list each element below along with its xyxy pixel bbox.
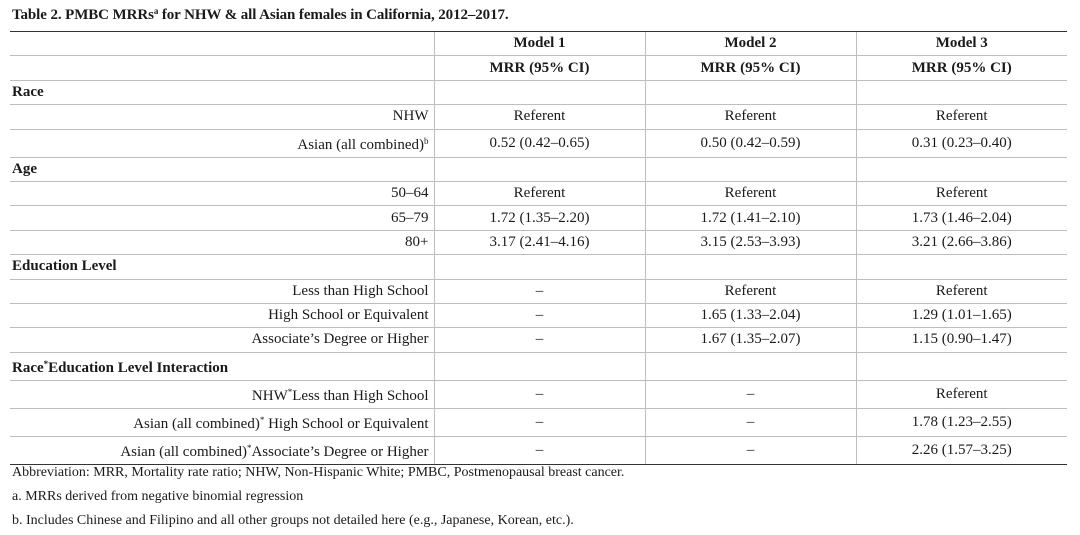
row-label: NHW bbox=[10, 105, 434, 129]
table-row bbox=[10, 436, 1067, 464]
footnote-mark: b bbox=[424, 135, 429, 146]
header-metric-3: MRR (95% CI) bbox=[856, 56, 1067, 80]
cell: – bbox=[645, 408, 856, 436]
cell: – bbox=[645, 380, 856, 408]
header-row-metric bbox=[10, 56, 1067, 80]
caption-footnote-mark: a bbox=[153, 6, 159, 16]
row-label: 80+ bbox=[10, 230, 434, 254]
cell: Referent bbox=[434, 105, 645, 129]
cell: 1.15 (0.90–1.47) bbox=[856, 328, 1067, 352]
cell: – bbox=[434, 303, 645, 327]
row-label: Asian (all combined)*Associate’s Degree or Higher bbox=[10, 436, 434, 464]
footnote-a: a. MRRs derived from negative binomial regression bbox=[12, 489, 304, 504]
table-caption: Table 2. PMBC MRRs$^a$ for NHW & all Asian females in California, 2012–2017. bbox=[12, 6, 509, 23]
table-row bbox=[10, 328, 1067, 352]
row-label: 50–64 bbox=[10, 181, 434, 205]
header-metric-1: MRR (95% CI) bbox=[434, 56, 645, 80]
cell: – bbox=[434, 328, 645, 352]
cell: 1.73 (1.46–2.04) bbox=[856, 206, 1067, 230]
table-row bbox=[10, 129, 1067, 157]
cell: 3.21 (2.66–3.86) bbox=[856, 230, 1067, 254]
row-label: Asian (all combined)* High School or Equivalent bbox=[10, 408, 434, 436]
table-row bbox=[10, 303, 1067, 327]
table-row bbox=[10, 230, 1067, 254]
section-row-education bbox=[10, 255, 1067, 279]
results-table bbox=[10, 31, 1067, 465]
cell: 1.78 (1.23–2.55) bbox=[856, 408, 1067, 436]
table-row bbox=[10, 279, 1067, 303]
cell: Referent bbox=[645, 105, 856, 129]
cell: – bbox=[434, 380, 645, 408]
cell: 2.26 (1.57–3.25) bbox=[856, 436, 1067, 464]
section-row-race bbox=[10, 80, 1067, 104]
header-row-models bbox=[10, 32, 1067, 56]
table-row bbox=[10, 408, 1067, 436]
cell: 1.72 (1.41–2.10) bbox=[645, 206, 856, 230]
row-label: 65–79 bbox=[10, 206, 434, 230]
footnote-abbreviations: Abbreviation: MRR, Mortality rate ratio; NHW, Non-Hispanic White; PMBC, Postmenopausal breast cancer. bbox=[12, 465, 625, 480]
table-footnotes bbox=[12, 461, 624, 533]
table-row bbox=[10, 105, 1067, 129]
row-label: Associate’s Degree or Higher bbox=[10, 328, 434, 352]
row-label: Less than High School bbox=[10, 279, 434, 303]
header-model-3: Model 3 bbox=[856, 32, 1067, 56]
footnote-b: b. Includes Chinese and Filipino and all other groups not detailed here (e.g., Japanese, Korean, etc.). bbox=[12, 513, 574, 528]
table-row bbox=[10, 181, 1067, 205]
cell: – bbox=[434, 279, 645, 303]
cell: 3.15 (2.53–3.93) bbox=[645, 230, 856, 254]
cell: 1.65 (1.33–2.04) bbox=[645, 303, 856, 327]
cell: 1.67 (1.35–2.07) bbox=[645, 328, 856, 352]
section-race: Race bbox=[10, 80, 434, 104]
cell: 3.17 (2.41–4.16) bbox=[434, 230, 645, 254]
header-model-1: Model 1 bbox=[434, 32, 645, 56]
row-label: High School or Equivalent bbox=[10, 303, 434, 327]
cell: Referent bbox=[856, 181, 1067, 205]
cell: 0.50 (0.42–0.59) bbox=[645, 129, 856, 157]
section-row-age bbox=[10, 157, 1067, 181]
section-row-interaction bbox=[10, 352, 1067, 380]
cell: Referent bbox=[645, 279, 856, 303]
cell: Referent bbox=[856, 380, 1067, 408]
cell: 0.52 (0.42–0.65) bbox=[434, 129, 645, 157]
cell: 1.29 (1.01–1.65) bbox=[856, 303, 1067, 327]
header-blank bbox=[10, 32, 434, 56]
cell: 1.72 (1.35–2.20) bbox=[434, 206, 645, 230]
cell: – bbox=[434, 408, 645, 436]
section-interaction: Race*Education Level Interaction bbox=[10, 352, 434, 380]
table-row bbox=[10, 380, 1067, 408]
cell: – bbox=[645, 436, 856, 464]
table-row bbox=[10, 206, 1067, 230]
row-label: NHW*Less than High School bbox=[10, 380, 434, 408]
section-age: Age bbox=[10, 157, 434, 181]
header-metric-2: MRR (95% CI) bbox=[645, 56, 856, 80]
row-label: Asian (all combined)$^b$ bbox=[10, 129, 434, 157]
cell: Referent bbox=[434, 181, 645, 205]
cell: Referent bbox=[856, 105, 1067, 129]
cell: Referent bbox=[645, 181, 856, 205]
cell: 0.31 (0.23–0.40) bbox=[856, 129, 1067, 157]
cell: – bbox=[434, 436, 645, 464]
section-education: Education Level bbox=[10, 255, 434, 279]
header-model-2: Model 2 bbox=[645, 32, 856, 56]
cell: Referent bbox=[856, 279, 1067, 303]
